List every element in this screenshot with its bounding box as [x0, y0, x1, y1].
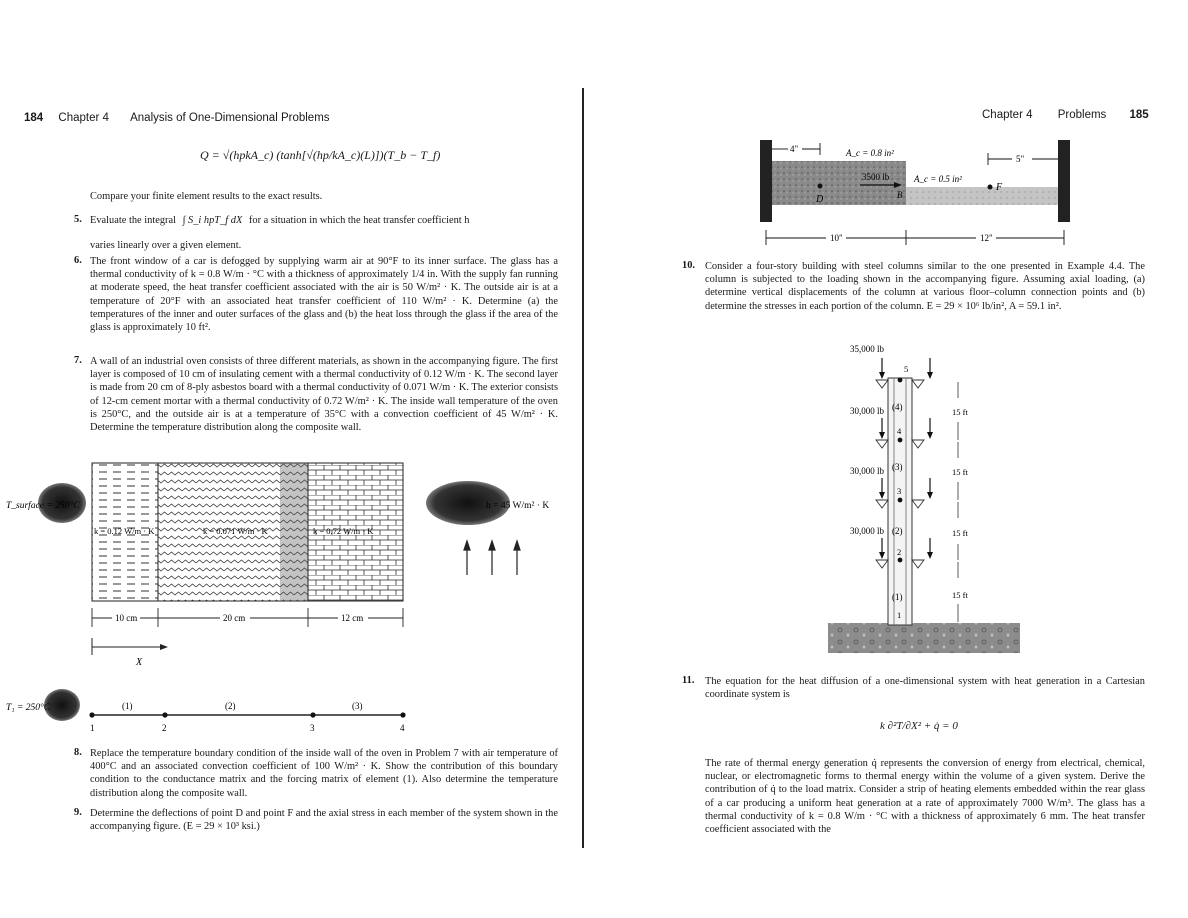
- point-b-label: B: [897, 190, 903, 200]
- height-1: 15 ft: [952, 590, 968, 600]
- column-figure: [820, 338, 1020, 653]
- col-node-3: 3: [897, 486, 902, 496]
- problem-11-number: 11.: [682, 675, 695, 686]
- dim-10cm: 10 cm: [115, 613, 138, 623]
- dim-bottom-left: 10": [830, 233, 843, 243]
- right-wall: [1058, 140, 1070, 222]
- load-3: 30,000 lb: [850, 466, 885, 476]
- elem-3: (3): [352, 701, 363, 711]
- problem-5-number: 5.: [74, 214, 82, 225]
- problem-11-text: The equation for the heat diffusion of a one-dimensional system with heat generation in a Cartesian coordinate system is: [705, 676, 1145, 701]
- node-2: 2: [162, 723, 167, 733]
- col-node-2: 2: [897, 547, 902, 557]
- col-elem-2: (2): [892, 526, 903, 536]
- problem-5: [90, 214, 580, 227]
- col-node-5: 5: [904, 364, 909, 374]
- load-4: 30,000 lb: [850, 406, 885, 416]
- area-2-label: A_c = 0.5 in²: [914, 174, 962, 184]
- left-page-number: 184: [24, 112, 44, 124]
- right-page-number: 185: [1129, 109, 1149, 121]
- dim-bottom-right: 12": [980, 233, 993, 243]
- load-2: 30,000 lb: [850, 526, 885, 536]
- point-f-label: F: [996, 182, 1003, 193]
- area-1-label: A_c = 0.8 in²: [846, 148, 894, 158]
- composite-wall-figure: [0, 455, 580, 740]
- problem-9-number: 9.: [74, 807, 82, 818]
- right-chapter-title: Problems: [1057, 109, 1107, 121]
- col-node-1: 1: [897, 610, 902, 620]
- page-spine: [582, 88, 584, 848]
- node-1: 1: [90, 723, 95, 733]
- elem-2: (2): [225, 701, 236, 711]
- col-elem-1: (1): [892, 592, 903, 602]
- problem-11-body: The rate of thermal energy generation q̇ represents the conversion of energy from electrical, chemical, nuclear, or electromagnetic forms to thermal energy within the volume of a given system. Derive the contribution of q̇ to the load matrix. Consider a strip of heating elements embedded within the rear glass of a car producing a uniform heat generation at a rate of approximately 7000 W/m³. The glass has a thermal conductivity of k = 0.8 W/m · °C with a thickness of approximately 6 mm. The heat transfer coefficient associated with the: [705, 758, 1145, 836]
- col-elem-3: (3): [892, 462, 903, 472]
- problem-7-text: A wall of an industrial oven consists of three different materials, as shown in the accompanying figure. The first layer is composed of 10 cm of insulating cement with a thermal conductivity of 0.12 W/m · K. The second layer is made from 20 cm of 8-ply asbestos board with a thermal conductivity of 0.071 W/m · K. The exterior consists of 12-cm cement mortar with a thermal conductivity of 0.72 W/m² · K. The inside wall temperature of the oven is 250°C, and the outside air is at a temperature of 35°C with a convection coefficient of 45 W/m² · K. Determine the temperature distribution along the composite wall.: [90, 356, 558, 434]
- problem-10-number: 10.: [682, 260, 695, 271]
- problem-9-text: Determine the deflections of point D and point F and the axial stress in each member of the system shown in the accompanying figure. (E = 29 × 10³ ksi.): [90, 808, 558, 833]
- p5-text-a: Evaluate the integral: [90, 215, 176, 226]
- node-3: 3: [310, 723, 315, 733]
- left-wall: [760, 140, 772, 222]
- right-chapter: Chapter 4: [982, 109, 1033, 121]
- height-3: 15 ft: [952, 467, 968, 477]
- left-chapter-title: Analysis of One-Dimensional Problems: [130, 112, 330, 124]
- p5-text-b: for a situation in which the heat transfer coefficient h: [248, 215, 470, 226]
- compare-text: Compare your finite element results to the exact results.: [90, 191, 323, 202]
- k3-label: k = 0.72 W/m · K: [313, 526, 374, 536]
- equation-q-text: Q = √(hpkA_c) (tanh[√(hp/kA_c)(L)])(T_b − T_f): [200, 148, 441, 162]
- load-label: 3500 lb: [862, 172, 890, 182]
- k1-label: k = 0.12 W/m · K: [94, 526, 155, 536]
- elem-1: (1): [122, 701, 133, 711]
- t1-label: T₁ = 250°C: [6, 703, 51, 713]
- load-5: 35,000 lb: [850, 344, 885, 354]
- dim-top-left: 4": [790, 144, 799, 154]
- col-elem-4: (4): [892, 402, 903, 412]
- point-f-marker: [988, 185, 993, 190]
- ground: [828, 623, 1020, 653]
- dim-20cm: 20 cm: [223, 613, 246, 623]
- p11-equation: k ∂²T/∂X² + q̇ = 0: [880, 720, 958, 732]
- dim-12cm: 12 cm: [341, 613, 364, 623]
- k2-label: k = 0.071 W/m · K: [203, 526, 268, 536]
- right-header: [982, 109, 1149, 121]
- point-d-marker: [818, 184, 823, 189]
- height-4: 15 ft: [952, 407, 968, 417]
- left-header: [24, 112, 330, 124]
- dim-top-right: 5": [1016, 154, 1025, 164]
- h-out-label: h = 45 W/m² · K: [486, 501, 550, 511]
- bar-small: [906, 187, 1058, 205]
- problem-7-number: 7.: [74, 355, 82, 366]
- problem-6-text: The front window of a car is defogged by supplying warm air at 90°F to its inner surface. The glass has a thermal conductivity of k = 0.8 W/m · °C with a thickness of approximately 1/4 in. With the supply fan running at moderate speed, the heat transfer coefficient associated with the air is 50 W/m² · K. The outside air is at a temperature of 20°F with an associated heat transfer coefficient of 110 W/m² · K. Determine (a) the temperatures of the inner and outer surfaces of the glass and (b) the heat loss through the glass if the area of the glass is approximately 10 ft².: [90, 256, 558, 334]
- air-flow-arrows: [464, 541, 520, 575]
- problem-8-text: Replace the temperature boundary condition of the inside wall of the oven in Problem 7 with air temperature of 400°C and an associated convection coefficient of 100 W/m² · K. Show the contribution of this boundary condition to the conductance matrix and the forcing matrix of element (1). Also determine the temperature distribution along the composite wall.: [90, 748, 558, 799]
- node-4: 4: [400, 723, 405, 733]
- bar-figure: [740, 135, 1080, 250]
- x-axis-label: X: [136, 657, 143, 668]
- p5-text-c: varies linearly over a given element.: [90, 240, 242, 251]
- problem-6-number: 6.: [74, 255, 82, 266]
- left-chapter: Chapter 4: [58, 112, 109, 124]
- point-d-label: D: [816, 194, 824, 205]
- bar-large: [772, 161, 906, 205]
- problem-10-text: Consider a four-story building with steel columns similar to the one presented in Example 4.4. The column is subjected to the loading shown in the accompanying figure. Assuming axial loading, (a) determine vertical displacements of the column at various floor–column connection points and (b) determine the stresses in each portion of the column. E = 29 × 10⁶ lb/in², A = 59.1 in².: [705, 261, 1145, 312]
- col-node-4: 4: [897, 426, 902, 436]
- p5-integral: ∫ S_i hpT_f dX: [182, 215, 243, 226]
- problem-8-number: 8.: [74, 747, 82, 758]
- t-surface-label: T_surface = 250°C: [6, 501, 80, 511]
- height-2: 15 ft: [952, 528, 968, 538]
- equation-q: [200, 148, 440, 163]
